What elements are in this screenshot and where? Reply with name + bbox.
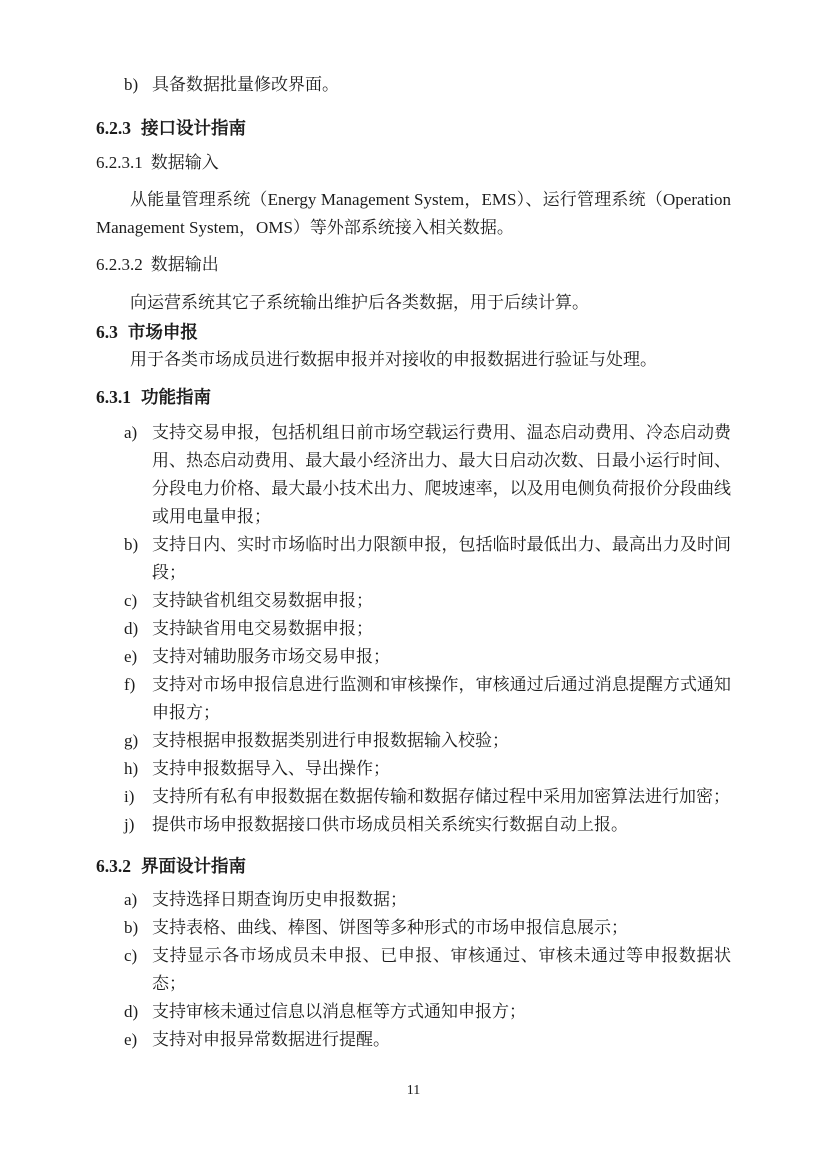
section-number: 6.3.1 [96,387,131,407]
list-item-text: 支持对辅助服务市场交易申报； [152,647,390,666]
section-title: 接口设计指南 [141,118,246,138]
list-item [124,886,731,914]
list-item-marker: b) [124,918,139,937]
list-item [124,1026,731,1054]
list-item-marker: g) [124,731,139,750]
list-item-marker: a) [124,423,138,442]
list-item-text: 支持所有私有申报数据在数据传输和数据存储过程中采用加密算法进行加密； [152,787,730,806]
section-title: 数据输入 [150,153,219,172]
list-item-text: 支持选择日期查询历史申报数据； [152,890,407,909]
section-number: 6.2.3 [96,118,131,138]
list-item [124,587,731,615]
list-item-text: 支持申报数据导入、导出操作； [152,759,390,778]
list-item-text: 支持根据申报数据类别进行申报数据输入校验； [152,731,509,750]
list-item-marker: c) [124,591,138,610]
list-item-text: 支持对申报异常数据进行提醒。 [152,1030,390,1049]
section-number: 6.3 [96,322,118,342]
list-6-3-2 [96,886,731,1054]
list-item-text: 具备数据批量修改界面。 [152,75,339,94]
list-item [124,811,731,839]
carryover-list [96,71,731,99]
list-item [124,671,731,727]
list-item-text: 支持表格、曲线、棒图、饼图等多种形式的市场申报信息展示； [152,918,628,937]
list-item [124,643,731,671]
list-6-3-1 [96,419,731,839]
list-item-text: 支持缺省机组交易数据申报； [152,591,373,610]
section-heading-6-2-3 [96,114,731,142]
list-item-text: 支持交易申报，包括机组日前市场空载运行费用、温态启动费用、冷态启动费用、热态启动费用、最大最小经济出力、最大日启动次数、日最小运行时间、分段电力价格、最大最小技术出力、爬坡速率，以及用电侧负荷报价分段曲线或用电量申报； [152,423,731,526]
paragraph-market-intro: 用于各类市场成员进行数据申报并对接收的申报数据进行验证与处理。 [130,350,657,369]
list-item [124,914,731,942]
list-item-marker: d) [124,1002,139,1021]
list-item [124,71,731,99]
section-number: 6.2.3.1 [96,153,143,172]
list-item [124,419,731,531]
list-item-marker: e) [124,647,138,666]
section-heading-6-2-3-2 [96,251,731,279]
section-title: 功能指南 [141,387,211,407]
list-item-marker: e) [124,1030,138,1049]
paragraph-data-input: 从能量管理系统（Energy Management System，EMS）、运行管理系统（Operation Management System，OMS）等外部系统接入相关数据。 [96,190,731,237]
list-item-marker: a) [124,890,138,909]
list-item-marker: j) [124,815,135,834]
list-item-marker: h) [124,759,139,778]
section-number: 6.2.3.2 [96,255,143,274]
list-item [124,727,731,755]
list-item-marker: f) [124,675,136,694]
list-item-marker: b) [124,535,139,554]
section-title: 界面设计指南 [141,856,246,876]
list-item-text: 支持审核未通过信息以消息框等方式通知申报方； [152,1002,526,1021]
list-item-marker: i) [124,787,135,806]
section-heading-6-3-2 [96,852,731,880]
section-title: 市场申报 [127,322,198,342]
list-item [124,783,731,811]
list-item-text: 支持显示各市场成员未申报、已申报、审核通过、审核未通过等申报数据状态； [152,946,731,993]
list-item-text: 支持对市场申报信息进行监测和审核操作，审核通过后通过消息提醒方式通知申报方； [152,675,731,722]
section-number: 6.3.2 [96,856,131,876]
list-item [124,755,731,783]
list-item-text: 提供市场申报数据接口供市场成员相关系统实行数据自动上报。 [152,815,628,834]
section-heading-6-3-1 [96,383,731,411]
list-item [124,615,731,643]
list-item [124,998,731,1026]
list-item-text: 支持缺省用电交易数据申报； [152,619,373,638]
list-item [124,942,731,998]
page-number: 11 [406,1083,421,1098]
section-heading-6-3 [96,318,731,346]
list-item [124,531,731,587]
section-title: 数据输出 [150,255,219,274]
list-item-marker: c) [124,946,138,965]
section-heading-6-2-3-1 [96,149,731,177]
list-item-marker: d) [124,619,139,638]
list-item-marker: b) [124,75,139,94]
paragraph-data-output: 向运营系统其它子系统输出维护后各类数据，用于后续计算。 [130,293,589,312]
list-item-text: 支持日内、实时市场临时出力限额申报，包括临时最低出力、最高出力及时间段； [152,535,731,582]
